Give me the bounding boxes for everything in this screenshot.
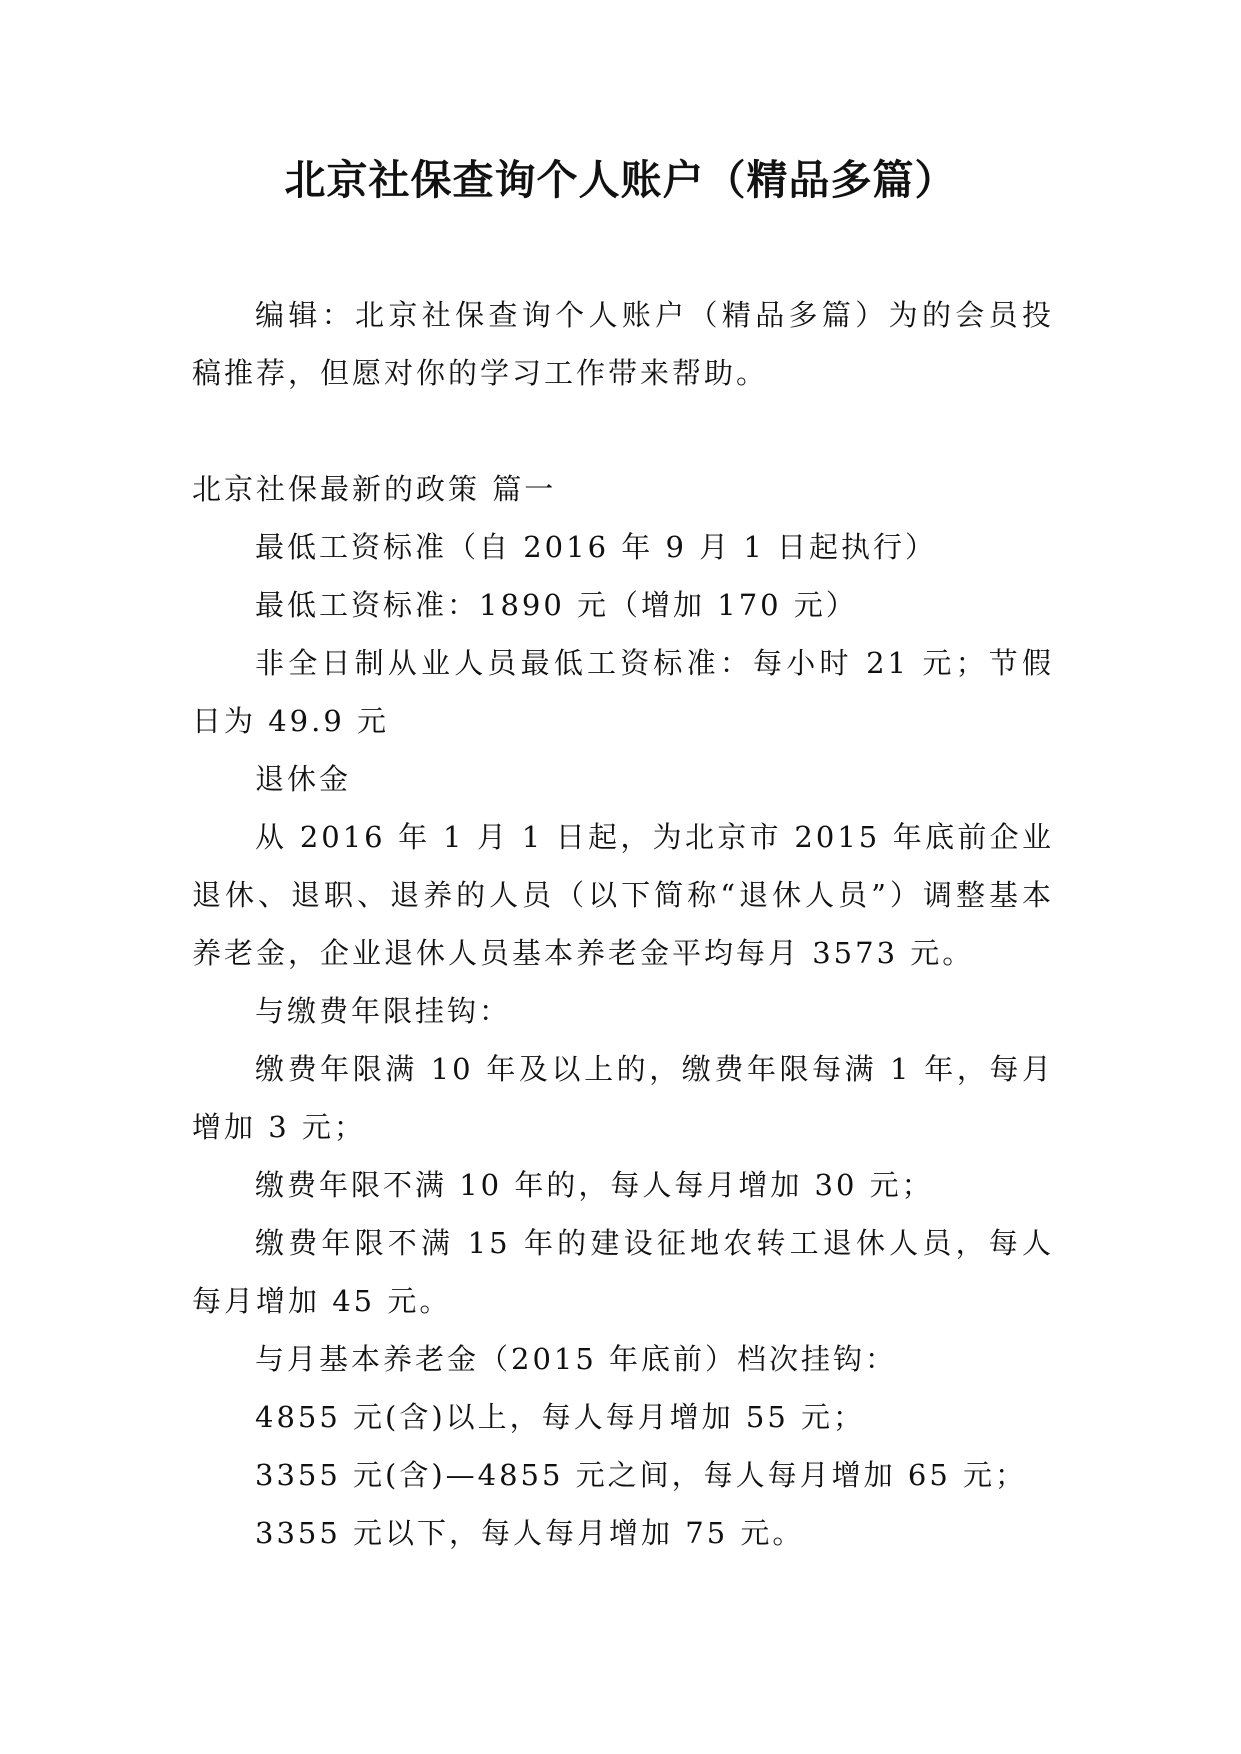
paragraph: 与缴费年限挂钩：	[255, 994, 512, 1028]
paragraph: 缴费年限不满 10 年的，每人每月增加 30 元；	[255, 1168, 934, 1202]
intro-paragraph: 编辑：北京社保查询个人账户（精品多篇）为的会员投稿推荐，但愿对你的学习工作带来帮助。	[192, 298, 1054, 390]
paragraph: 与月基本养老金（2015 年底前）档次挂钩：	[255, 1342, 898, 1376]
paragraph: 4855 元(含)以上，每人每月增加 55 元；	[255, 1400, 865, 1434]
paragraph: 从 2016 年 1 月 1 日起，为北京市 2015 年底前企业退休、退职、退养的人员（以下简称“退休人员”）调整基本养老金，企业退休人员基本养老金平均每月 3573 元。	[192, 820, 1054, 970]
paragraph: 最低工资标准（自 2016 年 9 月 1 日起执行）	[255, 530, 938, 564]
policy-section	[192, 460, 1054, 1562]
paragraph: 退休金	[255, 762, 352, 796]
paragraph: 非全日制从业人员最低工资标准：每小时 21 元；节假日为 49.9 元	[192, 646, 1054, 738]
paragraph: 3355 元以下，每人每月增加 75 元。	[255, 1516, 805, 1550]
paragraph: 最低工资标准：1890 元（增加 170 元）	[255, 588, 858, 622]
paragraph: 缴费年限不满 15 年的建设征地农转工退休人员，每人每月增加 45 元。	[192, 1226, 1054, 1318]
paragraph: 缴费年限满 10 年及以上的，缴费年限每满 1 年，每月增加 3 元；	[192, 1052, 1054, 1144]
section-heading: 北京社保最新的政策 篇一	[192, 472, 557, 506]
paragraph: 3355 元(含)—4855 元之间，每人每月增加 65 元；	[255, 1458, 1028, 1492]
document-title: 北京社保查询个人账户（精品多篇）	[284, 156, 957, 204]
